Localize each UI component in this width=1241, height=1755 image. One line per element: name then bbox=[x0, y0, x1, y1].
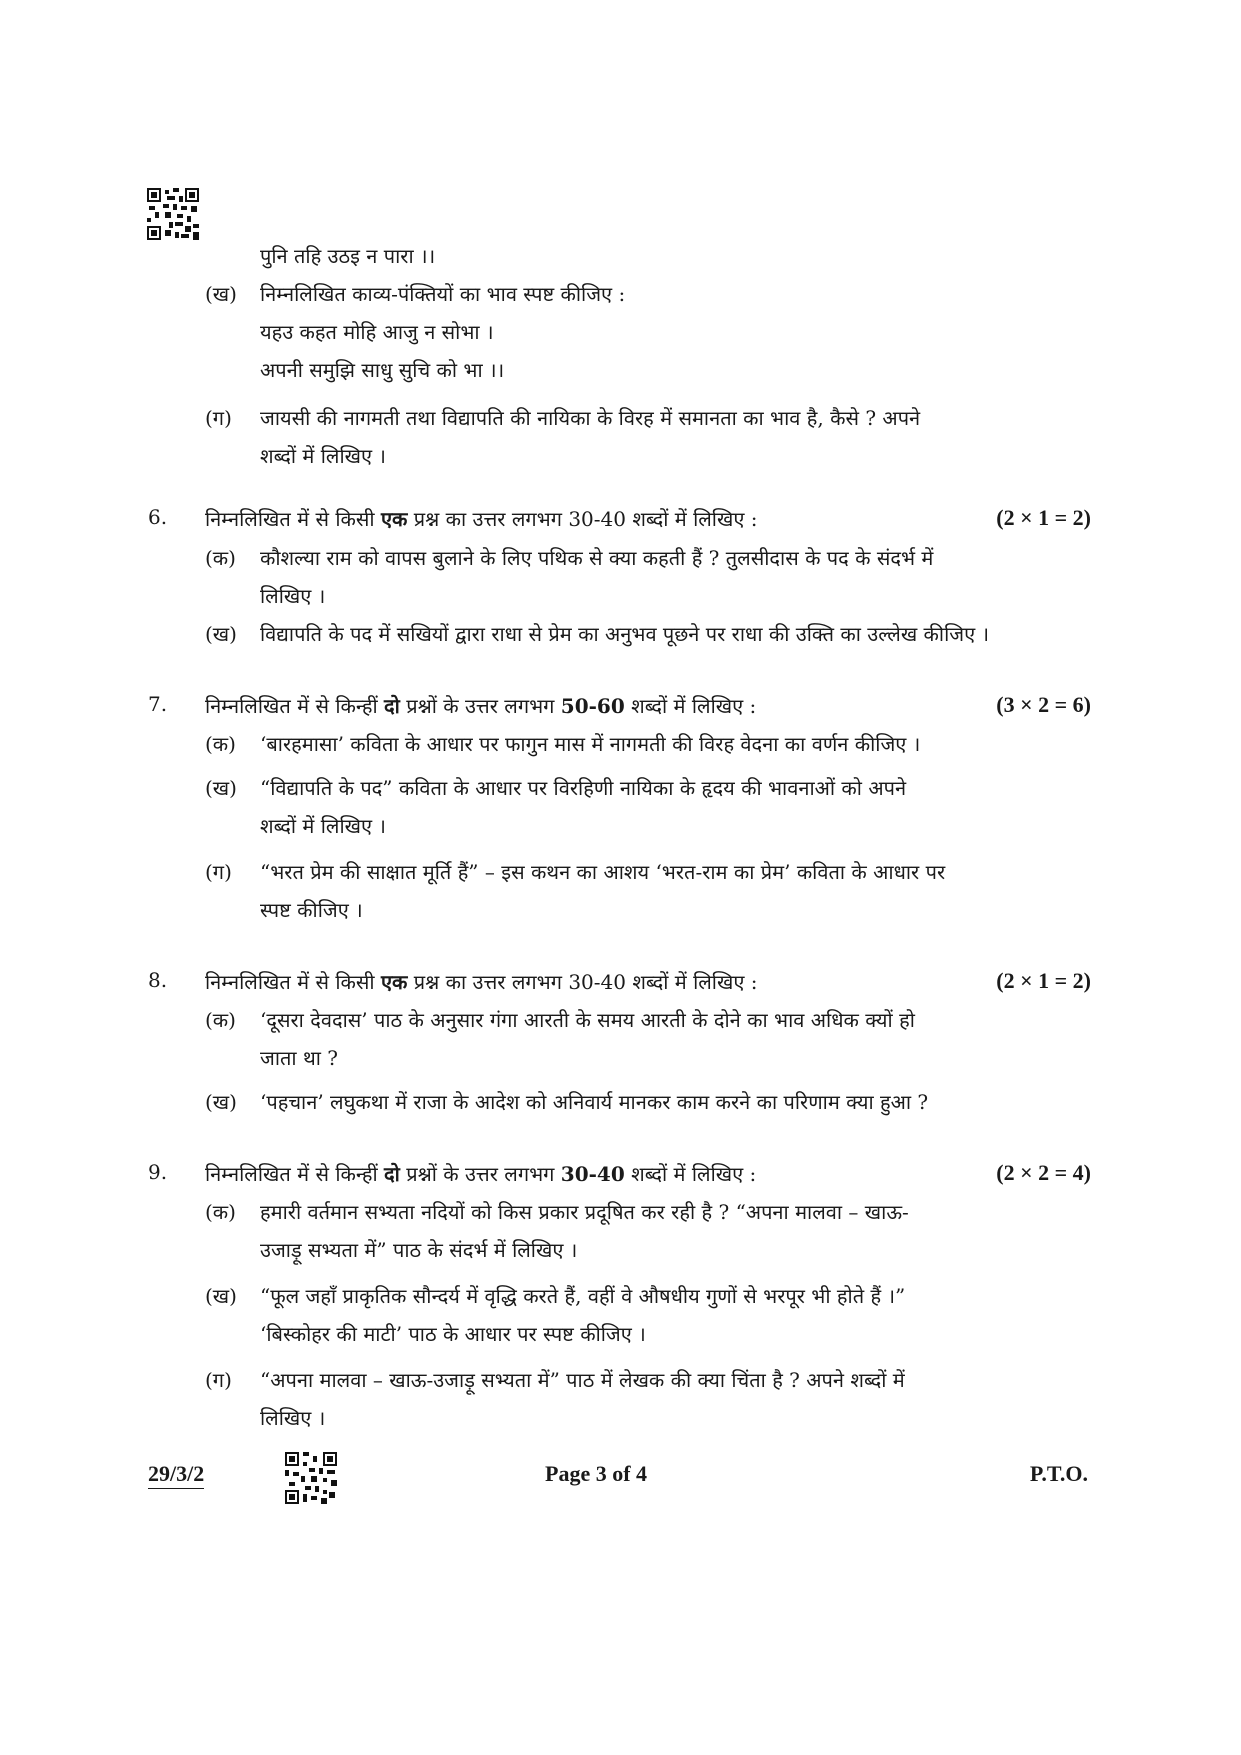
q8-stem: निम्नलिखित में से किसी एक प्रश्न का उत्तर लगभग 30-40 शब्दों में लिखिए : bbox=[205, 970, 758, 994]
q7-ka-label: (क) bbox=[205, 732, 236, 756]
q7-ka-line1: ‘बारहमासा’ कविता के आधार पर फागुन मास में नागमती की विरह वेदना का वर्णन कीजिए । bbox=[260, 732, 921, 756]
q7-ga-label: (ग) bbox=[205, 860, 232, 884]
q5-ga-line1: जायसी की नागमती तथा विद्यापति की नायिका के विरह में समानता का भाव है, कैसे ? अपने bbox=[260, 406, 921, 430]
q8-ka-label: (क) bbox=[205, 1008, 236, 1032]
q6-marks: (2 × 1 = 2) bbox=[996, 505, 1091, 530]
poem-continuation-line: पुनि तहि उठइ न पारा ।। bbox=[260, 244, 436, 268]
q9-ga-line1: “अपना मालवा – खाऊ-उजाड़ू सभ्यता में” पाठ में लेखक की क्या चिंता है ? अपने शब्दों में bbox=[260, 1368, 905, 1392]
q7-marks: (3 × 2 = 6) bbox=[996, 692, 1091, 717]
q6-ka-line1: कौशल्या राम को वापस बुलाने के लिए पथिक से क्या कहती हैं ? तुलसीदास के पद के संदर्भ में bbox=[260, 546, 934, 570]
q9-ga-label: (ग) bbox=[205, 1368, 232, 1392]
q7-kha-label: (ख) bbox=[205, 776, 237, 800]
paper-code: 29/3/2 bbox=[148, 1461, 204, 1487]
q7-kha-line1: “विद्यापति के पद” कविता के आधार पर विरहिणी नायिका के हृदय की भावनाओं को अपने bbox=[260, 776, 907, 800]
q8-marks: (2 × 1 = 2) bbox=[996, 968, 1091, 993]
q9-kha-line2: ‘बिस्कोहर की माटी’ पाठ के आधार पर स्पष्ट कीजिए । bbox=[260, 1322, 646, 1346]
q5-kha-line2: यहउ कहत मोहि आजु न सोभा । bbox=[260, 320, 494, 344]
q8-kha-label: (ख) bbox=[205, 1090, 237, 1114]
please-turn-over: P.T.O. bbox=[1029, 1461, 1088, 1486]
q9-marks: (2 × 2 = 4) bbox=[996, 1160, 1091, 1185]
q9-ka-line2: उजाड़ू सभ्यता में” पाठ के संदर्भ में लिखिए । bbox=[260, 1238, 578, 1262]
qr-code-top bbox=[147, 188, 199, 240]
q9-ga-line2: लिखिए । bbox=[260, 1406, 326, 1430]
q5-kha-line1: निम्नलिखित काव्य-पंक्तियों का भाव स्पष्ट कीजिए : bbox=[260, 282, 626, 306]
q6-ka-label: (क) bbox=[205, 546, 236, 570]
q9-ka-label: (क) bbox=[205, 1200, 236, 1224]
q8-number: 8. bbox=[148, 968, 168, 992]
q5-kha-label: (ख) bbox=[205, 282, 237, 306]
q7-ga-line1: “भरत प्रेम की साक्षात मूर्ति हैं” – इस कथन का आशय ‘भरत-राम का प्रेम’ कविता के आधार पर bbox=[260, 860, 946, 884]
q9-number: 9. bbox=[148, 1160, 168, 1184]
q6-stem: निम्नलिखित में से किसी एक प्रश्न का उत्तर लगभग 30-40 शब्दों में लिखिए : bbox=[205, 507, 758, 531]
q5-ga-label: (ग) bbox=[205, 406, 232, 430]
q7-number: 7. bbox=[148, 692, 168, 716]
q7-ga-line2: स्पष्ट कीजिए । bbox=[260, 898, 363, 922]
q6-kha-label: (ख) bbox=[205, 622, 237, 646]
q7-stem: निम्नलिखित में से किन्हीं दो प्रश्नों के उत्तर लगभग 50-60 शब्दों में लिखिए : bbox=[205, 694, 757, 718]
q6-kha-line1: विद्यापति के पद में सखियों द्वारा राधा से प्रेम का अनुभव पूछने पर राधा की उक्ति का उल्लेख कीजिए । bbox=[260, 622, 990, 646]
q8-ka-line2: जाता था ? bbox=[260, 1046, 338, 1070]
q9-stem: निम्नलिखित में से किन्हीं दो प्रश्नों के उत्तर लगभग 30-40 शब्दों में लिखिए : bbox=[205, 1162, 757, 1186]
q5-kha-line3: अपनी समुझि साधु सुचि को भा ।। bbox=[260, 358, 505, 382]
q7-kha-line2: शब्दों में लिखिए । bbox=[260, 814, 387, 838]
q6-number: 6. bbox=[148, 505, 168, 529]
q6-ka-line2: लिखिए । bbox=[260, 584, 326, 608]
qr-code-footer bbox=[285, 1452, 337, 1504]
q9-ka-line1: हमारी वर्तमान सभ्यता नदियों को किस प्रकार प्रदूषित कर रही है ? “अपना मालवा – खाऊ- bbox=[260, 1200, 909, 1224]
page-number: Page 3 of 4 bbox=[545, 1461, 648, 1486]
q8-ka-line1: ‘दूसरा देवदास’ पाठ के अनुसार गंगा आरती के समय आरती के दोने का भाव अधिक क्यों हो bbox=[260, 1008, 915, 1032]
q9-kha-label: (ख) bbox=[205, 1284, 237, 1308]
q5-ga-line2: शब्दों में लिखिए । bbox=[260, 444, 387, 468]
q8-kha-line1: ‘पहचान’ लघुकथा में राजा के आदेश को अनिवार्य मानकर काम करने का परिणाम क्या हुआ ? bbox=[260, 1090, 929, 1114]
q9-kha-line1: “फूल जहाँ प्राकृतिक सौन्दर्य में वृद्धि करते हैं, वहीं वे औषधीय गुणों से भरपूर भी होते हैं ।” bbox=[260, 1284, 906, 1308]
